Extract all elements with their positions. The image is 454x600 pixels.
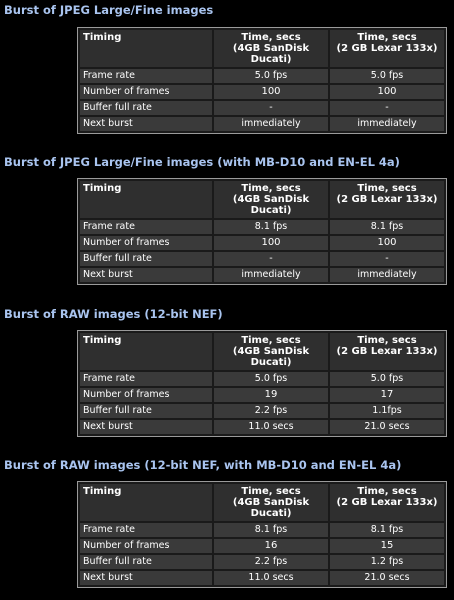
header-line: Time, secs [241,32,301,43]
row-label: Next burst [80,420,212,434]
header-line: (2 GB Lexar 133x) [336,346,438,357]
cell-sandisk: 8.1 fps [214,220,328,234]
table-row [80,236,444,250]
table-row [80,117,444,131]
table-row [80,539,444,553]
header-timing: Timing [80,333,212,370]
row-label: Buffer full rate [80,101,212,115]
table-row [80,252,444,266]
cell-lexar: 100 [330,85,444,99]
row-label: Next burst [80,268,212,282]
header-line: (2 GB Lexar 133x) [336,194,438,205]
table-row [80,268,444,282]
row-label: Buffer full rate [80,555,212,569]
cell-sandisk: 19 [214,388,328,402]
cell-lexar: immediately [330,268,444,282]
cell-lexar: 1.1fps [330,404,444,418]
cell-sandisk: - [214,252,328,266]
cell-sandisk: 11.0 secs [214,420,328,434]
header-timing: Timing [80,30,212,67]
header-timing: Timing [80,181,212,218]
header-line: Time, secs [241,183,301,194]
cell-lexar: 1.2 fps [330,555,444,569]
row-label: Buffer full rate [80,404,212,418]
cell-sandisk: immediately [214,268,328,282]
header-line: (4GB SanDisk [232,43,310,54]
header-line: Ducati) [250,205,292,216]
header-lexar [330,333,444,370]
table-row [80,69,444,83]
row-label: Next burst [80,117,212,131]
table-row [80,420,444,434]
cell-lexar: 8.1 fps [330,220,444,234]
header-line: (4GB SanDisk [232,194,310,205]
cell-sandisk: 5.0 fps [214,372,328,386]
cell-sandisk: 5.0 fps [214,69,328,83]
header-line: Time, secs [357,32,417,43]
header-line: Ducati) [250,508,292,519]
cell-sandisk: 100 [214,236,328,250]
row-label: Number of frames [80,388,212,402]
header-lexar [330,30,444,67]
timing-table [77,27,447,134]
row-label: Number of frames [80,85,212,99]
section-raw-burst-grip [0,455,454,600]
table-row [80,523,444,537]
table-row [80,404,444,418]
section-title: Burst of JPEG Large/Fine images (with MB-D10 and EN-EL 4a) [4,155,400,169]
cell-sandisk: 2.2 fps [214,555,328,569]
cell-sandisk: 8.1 fps [214,523,328,537]
section-title: Burst of RAW images (12-bit NEF, with MB-D10 and EN-EL 4a) [4,458,402,472]
cell-lexar: 100 [330,236,444,250]
table-row [80,571,444,585]
timing-table [77,330,447,437]
section-title: Burst of JPEG Large/Fine images [4,3,214,17]
header-line: (4GB SanDisk [232,497,310,508]
header-line: Time, secs [357,335,417,346]
header-line: Ducati) [250,54,292,65]
table-row [80,220,444,234]
cell-sandisk: - [214,101,328,115]
row-label: Frame rate [80,523,212,537]
header-sandisk [214,30,328,67]
header-line: Time, secs [357,486,417,497]
header-line: (2 GB Lexar 133x) [336,43,438,54]
table-row [80,372,444,386]
row-label: Number of frames [80,236,212,250]
header-sandisk [214,333,328,370]
row-label: Frame rate [80,220,212,234]
section-raw-burst [0,304,454,454]
header-line: Ducati) [250,357,292,368]
table-header-row [80,333,444,370]
cell-lexar: 17 [330,388,444,402]
cell-lexar: 5.0 fps [330,69,444,83]
header-sandisk [214,181,328,218]
table-header-row [80,181,444,218]
header-sandisk [214,484,328,521]
header-line: (2 GB Lexar 133x) [336,497,438,508]
header-line: Time, secs [241,335,301,346]
section-jpeg-burst-grip [0,152,454,302]
header-lexar [330,181,444,218]
cell-sandisk: 11.0 secs [214,571,328,585]
cell-lexar: immediately [330,117,444,131]
table-row [80,555,444,569]
cell-sandisk: 16 [214,539,328,553]
cell-lexar: 21.0 secs [330,571,444,585]
table-header-row [80,30,444,67]
cell-lexar: 21.0 secs [330,420,444,434]
table-header-row [80,484,444,521]
row-label: Frame rate [80,372,212,386]
cell-lexar: 5.0 fps [330,372,444,386]
section-jpeg-burst [0,0,454,150]
header-line: Time, secs [357,183,417,194]
header-lexar [330,484,444,521]
cell-lexar: 15 [330,539,444,553]
section-title: Burst of RAW images (12-bit NEF) [4,307,223,321]
table-row [80,85,444,99]
cell-sandisk: 100 [214,85,328,99]
row-label: Number of frames [80,539,212,553]
cell-lexar: - [330,101,444,115]
row-label: Buffer full rate [80,252,212,266]
header-timing: Timing [80,484,212,521]
header-line: Time, secs [241,486,301,497]
table-row [80,101,444,115]
cell-sandisk: 2.2 fps [214,404,328,418]
row-label: Next burst [80,571,212,585]
cell-sandisk: immediately [214,117,328,131]
header-line: (4GB SanDisk [232,346,310,357]
timing-table [77,481,447,588]
cell-lexar: 8.1 fps [330,523,444,537]
row-label: Frame rate [80,69,212,83]
table-row [80,388,444,402]
timing-table [77,178,447,285]
cell-lexar: - [330,252,444,266]
